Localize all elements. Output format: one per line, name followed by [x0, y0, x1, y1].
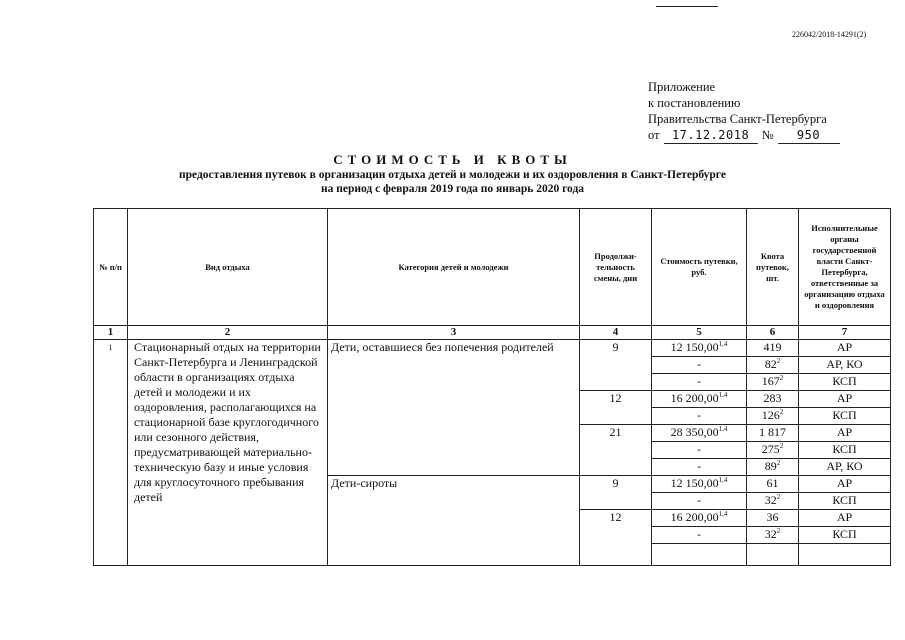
- category-cell: Дети, оставшиеся без попечения родителей: [328, 340, 580, 476]
- cost-value: -: [697, 459, 701, 473]
- quota-cell: [747, 340, 799, 357]
- cost-footnote-ref: 1,4: [718, 476, 728, 484]
- header-category: Категория детей и молодежи: [328, 209, 580, 326]
- responsible-body-cell: КСП: [799, 442, 891, 459]
- resolution-number: 950: [778, 127, 840, 144]
- responsible-body-cell: АР: [799, 510, 891, 527]
- cost-cell: [652, 340, 747, 357]
- cost-footnote-ref: 1,4: [718, 391, 728, 399]
- quota-cell: [747, 357, 799, 374]
- responsible-body-cell-blank: [799, 544, 891, 566]
- subtitle-line-2: на период с февраля 2019 года по январь 2020 года: [320, 183, 585, 195]
- row-number: 1: [94, 340, 128, 566]
- quota-cell: [747, 391, 799, 408]
- cost-value: -: [697, 493, 701, 507]
- cost-value: 28 350,00: [670, 425, 719, 439]
- cost-cell: [652, 459, 747, 476]
- responsible-body-cell: КСП: [799, 408, 891, 425]
- duration-cell: 21: [580, 425, 652, 476]
- quota-cell-blank: [747, 544, 799, 566]
- cost-cell: [652, 527, 747, 544]
- responsible-body-cell: АР, КО: [799, 357, 891, 374]
- cost-cell: [652, 357, 747, 374]
- quota-cell: [747, 442, 799, 459]
- header-cost: Стоимость путевки, руб.: [652, 209, 747, 326]
- appendix-block: [648, 79, 840, 144]
- cost-cell-blank: [652, 544, 747, 566]
- cost-value: 16 200,00: [670, 391, 719, 405]
- responsible-body-cell: КСП: [799, 527, 891, 544]
- col-number: 1: [94, 326, 128, 340]
- cost-quota-table: [93, 208, 891, 566]
- cost-value: -: [697, 442, 701, 456]
- cost-value: 12 150,00: [670, 476, 719, 490]
- header-kind: Вид отдыха: [128, 209, 328, 326]
- quota-footnote-ref: 2: [776, 459, 781, 467]
- quota-footnote-ref: 2: [776, 527, 781, 535]
- duration-cell: 12: [580, 510, 652, 566]
- column-number-row: [94, 326, 891, 340]
- responsible-body-cell: КСП: [799, 374, 891, 391]
- cost-cell: [652, 476, 747, 493]
- quota-footnote-ref: 2: [779, 374, 784, 382]
- quota-footnote-ref: 2: [779, 442, 784, 450]
- subtitle-line-1: предоставления путевок в организации отдыха детей и молодежи и их оздоровления в Санкт-Петербурге: [179, 169, 726, 181]
- quota-value: 61: [766, 476, 779, 490]
- quota-value: 126: [761, 408, 780, 422]
- quota-value: 89: [764, 459, 777, 473]
- quota-value: 82: [764, 357, 777, 371]
- cost-cell: [652, 408, 747, 425]
- quota-cell: [747, 408, 799, 425]
- responsible-body-cell: КСП: [799, 493, 891, 510]
- cost-footnote-ref: 1,4: [718, 340, 728, 348]
- cost-cell: [652, 442, 747, 459]
- responsible-body-cell: АР: [799, 391, 891, 408]
- document-subtitle: [0, 168, 905, 196]
- quota-value: 32: [764, 493, 777, 507]
- document-title: СТОИМОСТЬ И КВОТЫ: [333, 152, 572, 167]
- responsible-body-cell: АР: [799, 425, 891, 442]
- responsible-body-cell: АР: [799, 476, 891, 493]
- quota-footnote-ref: 2: [779, 408, 784, 416]
- quota-value: 32: [764, 527, 777, 541]
- date-prefix: от: [648, 128, 660, 142]
- top-rule: [656, 6, 718, 7]
- header-no: № п/п: [94, 209, 128, 326]
- appendix-line-2: к постановлению: [648, 96, 741, 110]
- header-duration: Продолжи-тельность смены, дни: [580, 209, 652, 326]
- cost-cell: [652, 391, 747, 408]
- responsible-body-cell: АР: [799, 340, 891, 357]
- quota-value: 275: [761, 442, 780, 456]
- col-number: 5: [652, 326, 747, 340]
- number-prefix: №: [761, 128, 774, 142]
- quota-value: 419: [763, 340, 782, 354]
- quota-cell: [747, 459, 799, 476]
- quota-cell: [747, 476, 799, 493]
- cost-value: 16 200,00: [670, 510, 719, 524]
- appendix-line-3: Правительства Санкт-Петербурга: [648, 112, 827, 126]
- responsible-body-cell: АР, КО: [799, 459, 891, 476]
- cost-cell: [652, 374, 747, 391]
- cost-value: -: [697, 374, 701, 388]
- quota-cell: [747, 510, 799, 527]
- quota-value: 1 817: [759, 425, 786, 439]
- cost-value: -: [697, 357, 701, 371]
- cost-value: 12 150,00: [670, 340, 719, 354]
- cost-value: -: [697, 527, 701, 541]
- resolution-date: 17.12.2018: [664, 127, 758, 144]
- cost-cell: [652, 425, 747, 442]
- document-number: 226042/2018-14291(2): [792, 30, 867, 39]
- header-bodies: Исполнительные органы государственной власти Санкт-Петербурга, ответственные за организацию отдыха и оздоровления: [799, 209, 891, 326]
- quota-cell: [747, 425, 799, 442]
- col-number: 6: [747, 326, 799, 340]
- quota-footnote-ref: 2: [776, 357, 781, 365]
- cost-cell: [652, 510, 747, 527]
- header-quota: Квота путевок, шт.: [747, 209, 799, 326]
- quota-cell: [747, 493, 799, 510]
- duration-cell: 12: [580, 391, 652, 425]
- col-number: 3: [328, 326, 580, 340]
- quota-value: 36: [766, 510, 779, 524]
- quota-value: 167: [761, 374, 780, 388]
- col-number: 4: [580, 326, 652, 340]
- duration-cell: 9: [580, 476, 652, 510]
- header-row: [94, 209, 891, 326]
- quota-cell: [747, 374, 799, 391]
- cost-footnote-ref: 1,4: [718, 510, 728, 518]
- col-number: 2: [128, 326, 328, 340]
- cost-footnote-ref: 1,4: [718, 425, 728, 433]
- quota-cell: [747, 527, 799, 544]
- appendix-date-line: [648, 127, 840, 144]
- cost-cell: [652, 493, 747, 510]
- quota-footnote-ref: 2: [776, 493, 781, 501]
- recreation-kind: Стационарный отдых на территории Санкт-Петербурга и Ленинградской области в организациях отдыха детей и молодежи и их оздоровления, располагающихся на стационарной базе круглогодичного или сезонного действия, предусматривающей материально-техническую базу и иные условия для круглосуточного пребывания детей: [128, 340, 328, 566]
- table-row: [94, 340, 891, 357]
- quota-value: 283: [763, 391, 782, 405]
- cost-value: -: [697, 408, 701, 422]
- category-cell: Дети-сироты: [328, 476, 580, 566]
- appendix-line-1: Приложение: [648, 80, 716, 94]
- col-number: 7: [799, 326, 891, 340]
- duration-cell: 9: [580, 340, 652, 391]
